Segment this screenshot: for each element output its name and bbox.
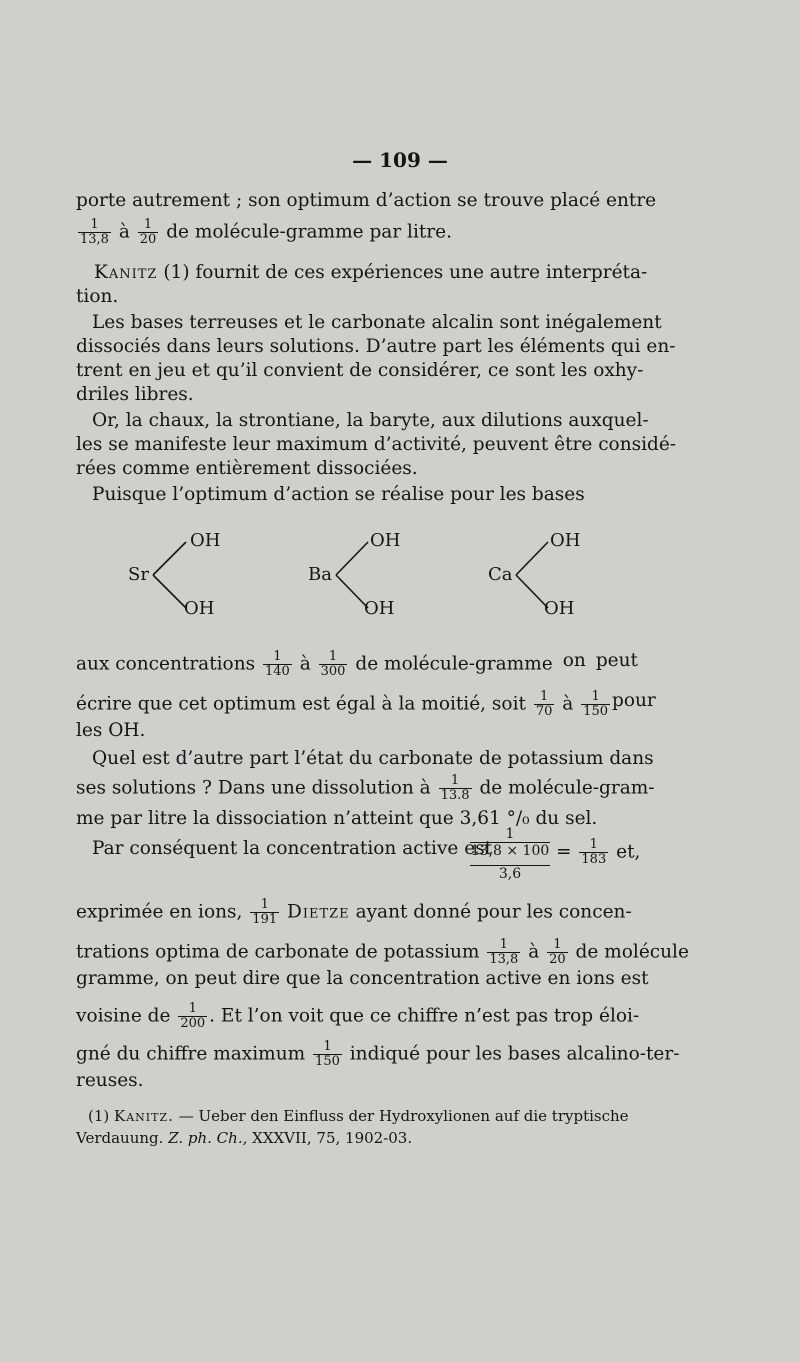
metal-label: Ba <box>308 564 332 585</box>
text-line: trent en jeu et qu’il convient de considérer, ce sont les oxhy- <box>76 360 644 381</box>
metal-label: Ca <box>488 564 513 585</box>
page-number: — 109 — <box>352 148 448 172</box>
metal-label: Sr <box>128 564 149 585</box>
fraction: $\frac{1}{13.8}$ <box>440 773 470 803</box>
fraction: $\frac{1}{20}$ <box>549 937 566 967</box>
text-line: porte autrement ; son optimum d’action se trouve placé entre <box>76 190 657 211</box>
fraction: $\frac{1}{150}$ <box>315 1039 340 1069</box>
text-line: les OH. <box>76 720 146 741</box>
footnote-line: (1) Kanitz. — Ueber den Einfluss der Hydroxylionen auf die tryptische <box>88 1107 629 1125</box>
text-line: tion. <box>76 286 119 307</box>
fraction: $\frac{1}{13,8}$ <box>80 217 109 247</box>
fraction: $\frac{1}{70}$ <box>535 689 553 719</box>
text-line: voisine de $\frac{1}{200}$ . Et l’on voit que ce chiffre n’est pas trop éloi- <box>76 1001 640 1031</box>
fraction: $\frac{1}{300}$ <box>320 649 346 679</box>
text-line: Par conséquent la concentration active est <box>92 838 493 859</box>
journal-name: Z. ph. Ch., <box>168 1129 248 1147</box>
fraction: $\frac{1}{150}$ <box>583 689 608 719</box>
oh-top-label: OH <box>370 530 401 551</box>
fraction: $\frac{1}{183}$ <box>581 837 607 867</box>
author-name: Kanitz <box>94 262 158 283</box>
text-line: Puisque l’optimum d’action se réalise pour les bases <box>92 484 585 505</box>
text-line: ses solutions ? Dans une dissolution à $\frac{1}{13.8}$ de molécule-gram- <box>76 773 655 803</box>
text-line: gramme, on peut dire que la concentration active en ions est <box>76 968 649 989</box>
text-line: trations optima de carbonate de potassium $\frac{1}{13,8}$ à $\frac{1}{20}$ de molécule <box>76 937 689 967</box>
text-line: = $\frac{1}{183}$ et, <box>556 837 641 867</box>
text-line: gné du chiffre maximum $\frac{1}{150}$ indiqué pour les bases alcalino-ter- <box>76 1039 680 1069</box>
text-line: les se manifeste leur maximum d’activité, peuvent être considé- <box>76 434 677 455</box>
fraction: $\frac{1}{140}$ <box>265 649 290 679</box>
compound-fraction: 1 13,8 × 100 3,6 <box>470 826 550 882</box>
text-line: Or, la chaux, la strontiane, la baryte, aux dilutions auxquel- <box>92 410 649 431</box>
text-line: écrire que cet optimum est égal à la moitié, soit $\frac{1}{70}$ à $\frac{1}{150}$ pour <box>76 689 656 719</box>
oh-bottom-label: OH <box>364 598 395 619</box>
text-line: me par litre la dissociation n’atteint que 3,61 °/₀ du sel. <box>76 808 598 829</box>
fraction: $\frac{1}{200}$ <box>180 1001 206 1031</box>
text-line: rées comme entièrement dissociées. <box>76 458 418 479</box>
text-line: Les bases terreuses et le carbonate alcalin sont inégalement <box>92 312 662 333</box>
text-line: Quel est d’autre part l’état du carbonate de potassium dans <box>92 748 654 769</box>
text-line: dissociés dans leurs solutions. D’autre part les éléments qui en- <box>76 336 676 357</box>
oh-top-label: OH <box>190 530 221 551</box>
text-line: driles libres. <box>76 384 194 405</box>
text-line: aux concentrations $\frac{1}{140}$ à $\frac{1}{300}$ de molécule-gramme on peut <box>76 649 638 679</box>
author-name: Dietze <box>287 901 350 923</box>
oh-top-label: OH <box>550 530 581 551</box>
text-line: Kanitz (1) fournit de ces expériences une autre interpréta- <box>94 262 648 283</box>
footnote-line: Verdauung. Z. ph. Ch., XXXVII, 75, 1902-03. <box>76 1129 413 1147</box>
oh-bottom-label: OH <box>184 598 215 619</box>
fraction: $\frac{1}{13,8}$ <box>489 937 519 967</box>
fraction: $\frac{1}{191}$ <box>252 897 278 927</box>
author-name: Kanitz. <box>114 1107 174 1125</box>
oh-bottom-label: OH <box>544 598 575 619</box>
text-line: exprimée en ions, $\frac{1}{191}$ Dietze ayant donné pour les concen- <box>76 897 632 927</box>
text-line: reuses. <box>76 1070 144 1091</box>
text-line: $\frac{1}{13,8}$ à $\frac{1}{20}$ de molécule-gramme par litre. <box>80 217 452 247</box>
fraction: $\frac{1}{20}$ <box>139 217 157 247</box>
